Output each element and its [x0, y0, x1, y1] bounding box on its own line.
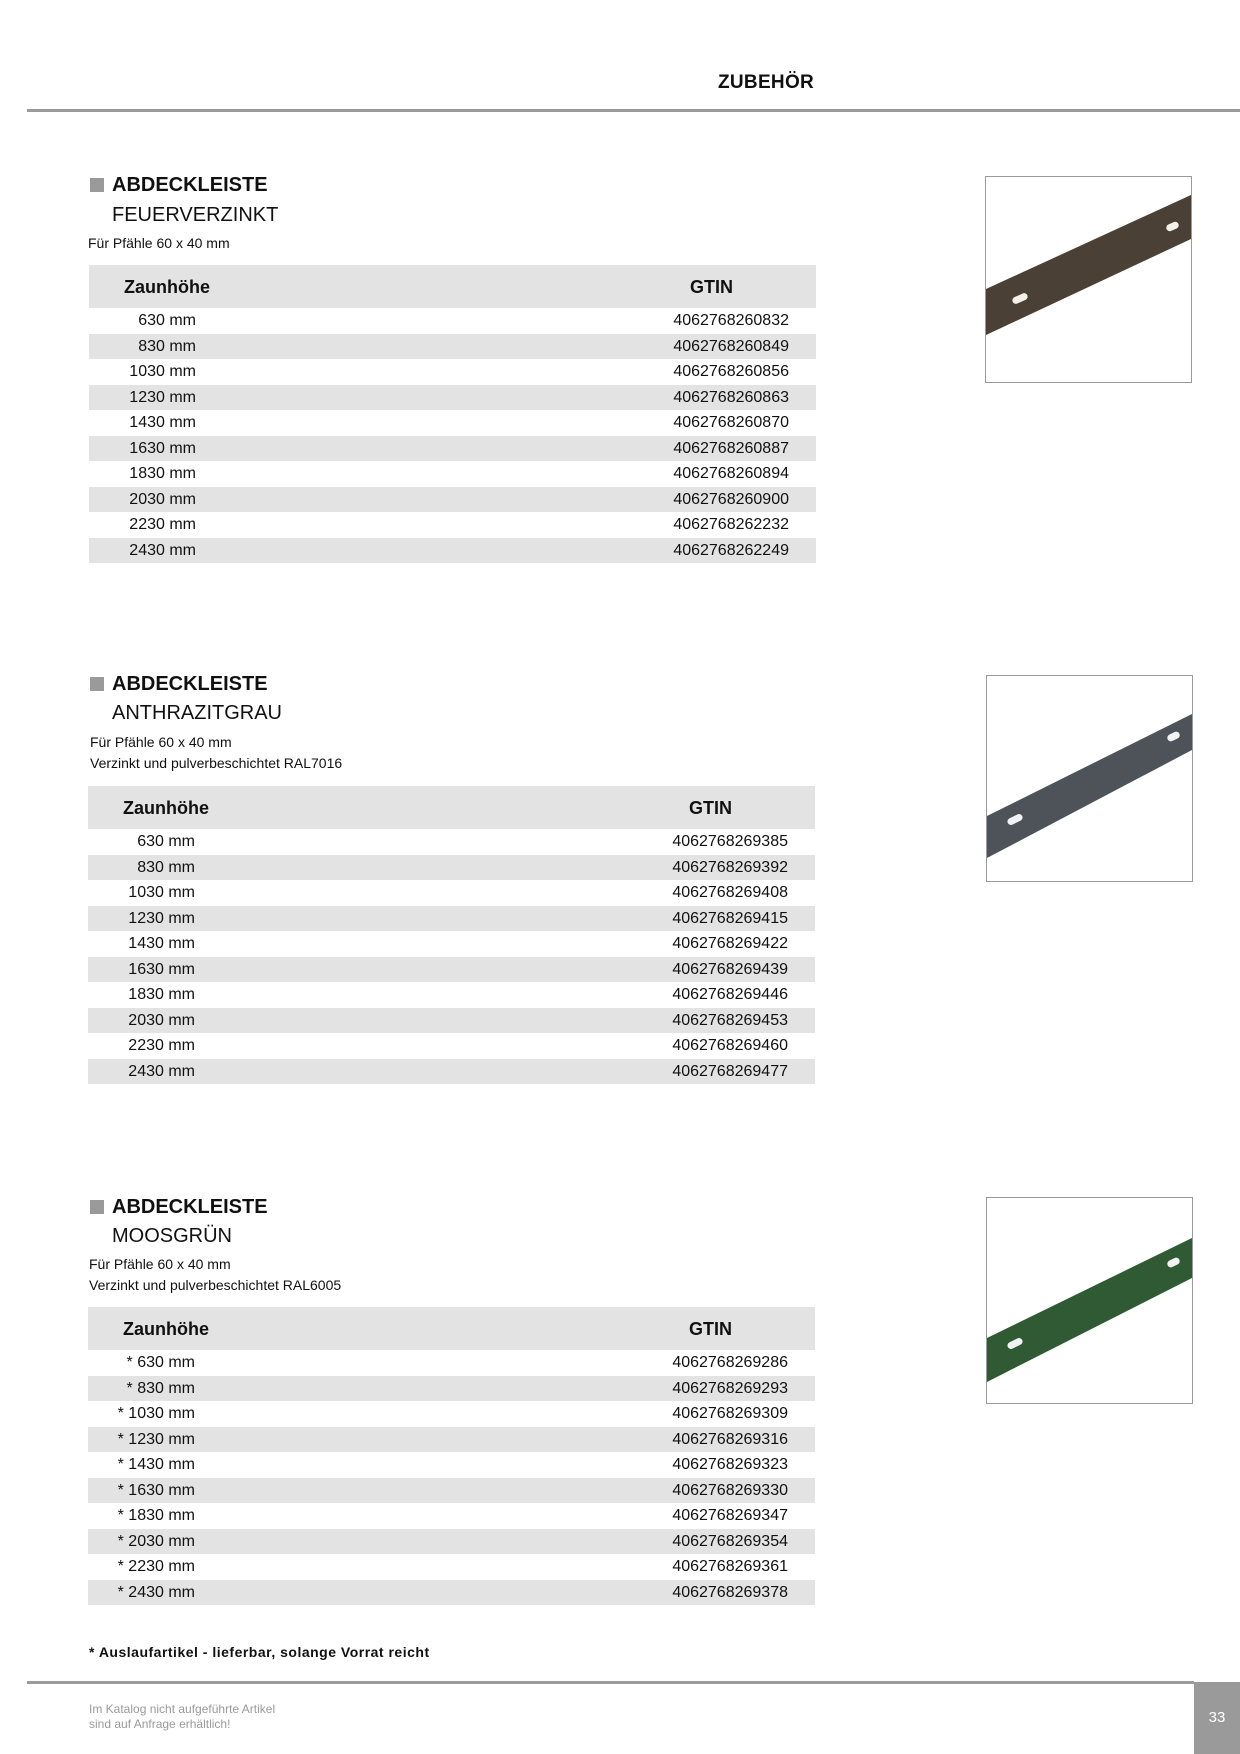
table-row	[88, 1580, 815, 1606]
cover-strip-image	[987, 1198, 1192, 1403]
gtin-cell: 4062768269347	[672, 1507, 788, 1524]
table-row	[89, 461, 816, 487]
table-row	[88, 855, 815, 881]
height-cell: * 630 mm	[126, 1354, 195, 1371]
product-title: ABDECKLEISTE	[112, 673, 268, 695]
cover-strip-shape	[986, 195, 1191, 335]
gtin-cell: 4062768269316	[672, 1430, 788, 1448]
header-divider	[27, 109, 1240, 112]
height-cell: 1630 mm	[129, 439, 196, 457]
table-header	[88, 786, 815, 829]
footer-note-line: Im Katalog nicht aufgeführte Artikel	[89, 1702, 276, 1716]
gtin-cell: 4062768262232	[673, 516, 789, 533]
table-row	[88, 982, 815, 1008]
height-cell: 2030 mm	[129, 490, 196, 508]
table-row	[88, 1478, 815, 1504]
discontinued-footnote: * Auslaufartikel - lieferbar, solange Vorrat reicht	[89, 1644, 430, 1660]
height-cell: 1630 mm	[128, 960, 195, 978]
product-description-line: Verzinkt und pulverbeschichtet RAL6005	[89, 1277, 342, 1293]
table-row	[88, 1554, 815, 1580]
product-description-line: Verzinkt und pulverbeschichtet RAL7016	[90, 755, 343, 771]
table-row	[88, 906, 815, 932]
height-cell: 1030 mm	[129, 363, 196, 380]
table-row	[88, 931, 815, 957]
table-row	[88, 1503, 815, 1529]
gtin-cell: 4062768260832	[673, 312, 789, 329]
page-header-title: ZUBEHÖR	[718, 72, 815, 93]
product-variant: MOOSGRÜN	[112, 1225, 232, 1247]
gtin-cell: 4062768260863	[673, 388, 789, 406]
height-cell: * 2430 mm	[117, 1583, 195, 1601]
table-row	[88, 1452, 815, 1478]
table-row	[88, 1350, 815, 1376]
table-row	[88, 829, 815, 855]
column-header-height: Zaunhöhe	[123, 1319, 209, 1339]
footer-note-line: sind auf Anfrage erhältlich!	[89, 1717, 231, 1731]
height-cell: * 1030 mm	[117, 1405, 195, 1422]
product-image-anthrazitgrau	[986, 675, 1193, 882]
gtin-cell: 4062768269392	[672, 858, 788, 876]
product-variant: FEUERVERZINKT	[112, 204, 279, 226]
table-row	[88, 1376, 815, 1402]
footer-note	[89, 1702, 275, 1732]
height-cell: 1030 mm	[128, 884, 195, 901]
height-cell: 830 mm	[137, 858, 195, 876]
table-row	[89, 410, 816, 436]
product-title: ABDECKLEISTE	[112, 174, 268, 196]
table-header	[89, 265, 816, 308]
height-cell: * 2030 mm	[117, 1532, 195, 1550]
section-marker-icon	[90, 1200, 104, 1214]
height-cell: * 1430 mm	[117, 1456, 195, 1473]
height-cell: * 830 mm	[126, 1379, 195, 1397]
gtin-cell: 4062768269446	[672, 986, 788, 1003]
table-row	[88, 1008, 815, 1034]
height-cell: 2430 mm	[128, 1062, 195, 1080]
column-header-gtin-label: GTIN	[689, 798, 732, 818]
gtin-cell: 4062768269309	[672, 1405, 788, 1422]
table-row	[88, 880, 815, 906]
section-marker-icon	[90, 677, 104, 691]
gtin-cell: 4062768260887	[673, 439, 789, 457]
table-row	[89, 385, 816, 411]
table-row	[88, 1427, 815, 1453]
table-row	[89, 487, 816, 513]
height-cell: * 2230 mm	[117, 1558, 195, 1575]
cover-strip-shape	[987, 714, 1192, 858]
table-header	[88, 1307, 815, 1350]
product-description-line: Für Pfähle 60 x 40 mm	[88, 235, 230, 251]
height-cell: 2030 mm	[128, 1011, 195, 1029]
table-row	[89, 512, 816, 538]
page-number: 33	[1208, 1709, 1226, 1726]
cover-strip-shape	[987, 1238, 1192, 1382]
height-cell: 830 mm	[138, 337, 196, 355]
table-row	[89, 538, 816, 564]
product-description-line: Für Pfähle 60 x 40 mm	[89, 1256, 231, 1272]
page-number-box	[1194, 1682, 1240, 1754]
gtin-cell: 4062768269286	[672, 1354, 788, 1371]
gtin-cell: 4062768269378	[672, 1583, 788, 1601]
column-header-gtin-label: GTIN	[689, 1319, 732, 1339]
product-image-feuerverzinkt	[985, 176, 1192, 383]
table-row	[88, 1529, 815, 1555]
height-cell: 1230 mm	[129, 388, 196, 406]
gtin-cell: 4062768269439	[672, 960, 788, 978]
cover-strip-image	[987, 676, 1192, 881]
height-cell: 2230 mm	[129, 516, 196, 533]
table-row	[89, 359, 816, 385]
gtin-cell: 4062768269422	[672, 935, 788, 952]
gtin-cell: 4062768269323	[672, 1456, 788, 1473]
height-cell: 2230 mm	[128, 1037, 195, 1054]
gtin-cell: 4062768260900	[673, 490, 789, 508]
column-header-height: Zaunhöhe	[123, 798, 209, 818]
product-variant: ANTHRAZITGRAU	[112, 702, 282, 724]
height-cell: * 1630 mm	[117, 1481, 195, 1499]
gtin-cell: 4062768260849	[673, 337, 789, 355]
gtin-cell: 4062768269361	[672, 1558, 788, 1575]
gtin-cell: 4062768262249	[673, 541, 789, 559]
product-description-line: Für Pfähle 60 x 40 mm	[90, 734, 232, 750]
gtin-cell: 4062768269385	[672, 833, 788, 850]
gtin-cell: 4062768260894	[673, 465, 789, 482]
column-header-height: Zaunhöhe	[124, 277, 210, 297]
height-cell: 630 mm	[137, 833, 195, 850]
height-cell: 1430 mm	[128, 935, 195, 952]
table-row	[88, 1059, 815, 1085]
height-cell: 630 mm	[138, 312, 196, 329]
table-row	[89, 308, 816, 334]
height-cell: 1230 mm	[128, 909, 195, 927]
height-cell: 2430 mm	[129, 541, 196, 559]
product-image-moosgruen	[986, 1197, 1193, 1404]
table-row	[89, 436, 816, 462]
height-cell: 1430 mm	[129, 414, 196, 431]
gtin-cell: 4062768269460	[672, 1037, 788, 1054]
gtin-cell: 4062768269477	[672, 1062, 788, 1080]
section-marker-icon	[90, 178, 104, 192]
table-row	[88, 1401, 815, 1427]
height-cell: * 1230 mm	[117, 1430, 195, 1448]
gtin-cell: 4062768269453	[672, 1011, 788, 1029]
footer-divider	[27, 1681, 1194, 1684]
product-title: ABDECKLEISTE	[112, 1196, 268, 1218]
gtin-cell: 4062768269415	[672, 909, 788, 927]
gtin-cell: 4062768260870	[673, 414, 789, 431]
table-row	[88, 1033, 815, 1059]
gtin-cell: 4062768269354	[672, 1532, 788, 1550]
table-row	[88, 957, 815, 983]
height-cell: 1830 mm	[128, 986, 195, 1003]
gtin-cell: 4062768260856	[673, 363, 789, 380]
gtin-cell: 4062768269408	[672, 884, 788, 901]
gtin-cell: 4062768269293	[672, 1379, 788, 1397]
column-header-gtin-label: GTIN	[690, 277, 733, 297]
cover-strip-image	[986, 177, 1191, 382]
height-cell: 1830 mm	[129, 465, 196, 482]
table-row	[89, 334, 816, 360]
gtin-cell: 4062768269330	[672, 1481, 788, 1499]
height-cell: * 1830 mm	[117, 1507, 195, 1524]
